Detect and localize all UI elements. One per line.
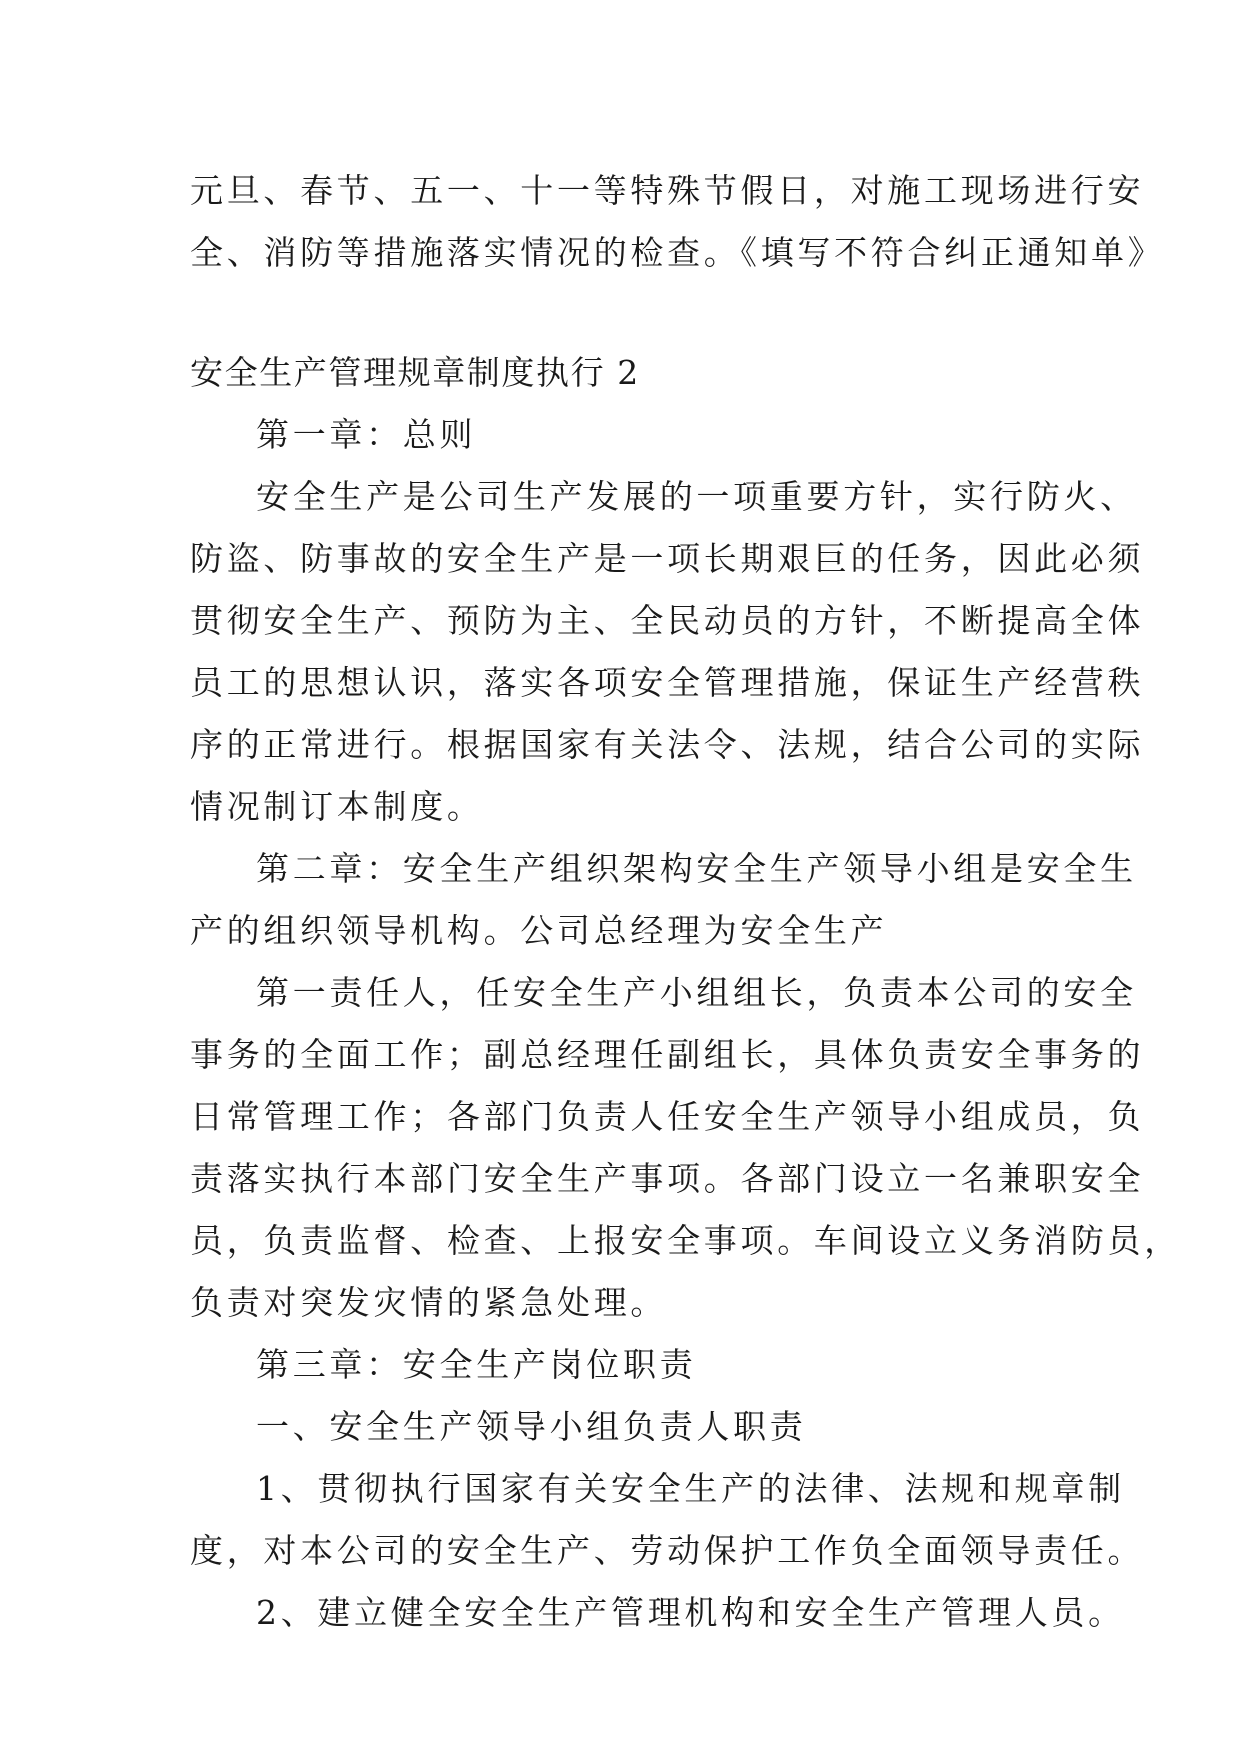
- paragraph-line: 元旦、春节、五一、十一等特殊节假日，对施工现场进行安: [190, 171, 1145, 210]
- paragraph-line: 防盗、防事故的安全生产是一项长期艰巨的任务，因此必须: [190, 539, 1145, 578]
- section-title: 安全生产管理规章制度执行 2: [190, 353, 640, 392]
- paragraph-line: 员工的思想认识，落实各项安全管理措施，保证生产经营秩: [190, 663, 1145, 702]
- paragraph-line: 日常管理工作；各部门负责人任安全生产领导小组成员，负: [190, 1097, 1145, 1136]
- paragraph-line: 负责对突发灾情的紧急处理。: [190, 1283, 668, 1322]
- paragraph-line: 贯彻安全生产、预防为主、全民动员的方针，不断提高全体: [190, 601, 1145, 640]
- paragraph-line: 事务的全面工作；副总经理任副组长，具体负责安全事务的: [190, 1035, 1145, 1074]
- paragraph-line: 第一责任人，任安全生产小组组长，负责本公司的安全: [256, 973, 1137, 1012]
- paragraph-line: 员，负责监督、检查、上报安全事项。车间设立义务消防员，: [190, 1221, 1181, 1260]
- list-item: 2、建立健全安全生产管理机构和安全生产管理人员。: [256, 1593, 1125, 1632]
- list-item: 1、贯彻执行国家有关安全生产的法律、法规和规章制: [256, 1469, 1125, 1508]
- paragraph-line: 全、消防等措施落实情况的检查。《填写不符合纠正通知单》: [190, 233, 1165, 272]
- subsection-heading: 一、安全生产领导小组负责人职责: [256, 1407, 807, 1446]
- section-gap: [190, 284, 1052, 342]
- document-page: [190, 160, 1181, 1644]
- paragraph-line: 产的组织领导机构。公司总经理为安全生产: [190, 911, 888, 950]
- paragraph-line: 序的正常进行。根据国家有关法令、法规，结合公司的实际: [190, 725, 1145, 764]
- paragraph-line: 情况制订本制度。: [190, 787, 484, 826]
- chapter-heading: 第二章：安全生产组织架构安全生产领导小组是安全生: [256, 849, 1137, 888]
- list-item: 度，对本公司的安全生产、劳动保护工作负全面领导责任。: [190, 1531, 1145, 1570]
- paragraph-line: 责落实执行本部门安全生产事项。各部门设立一名兼职安全: [190, 1159, 1145, 1198]
- chapter-heading: 第一章：总则: [256, 415, 477, 454]
- chapter-heading: 第三章：安全生产岗位职责: [256, 1345, 697, 1384]
- paragraph-line: 安全生产是公司生产发展的一项重要方针，实行防火、: [256, 477, 1137, 516]
